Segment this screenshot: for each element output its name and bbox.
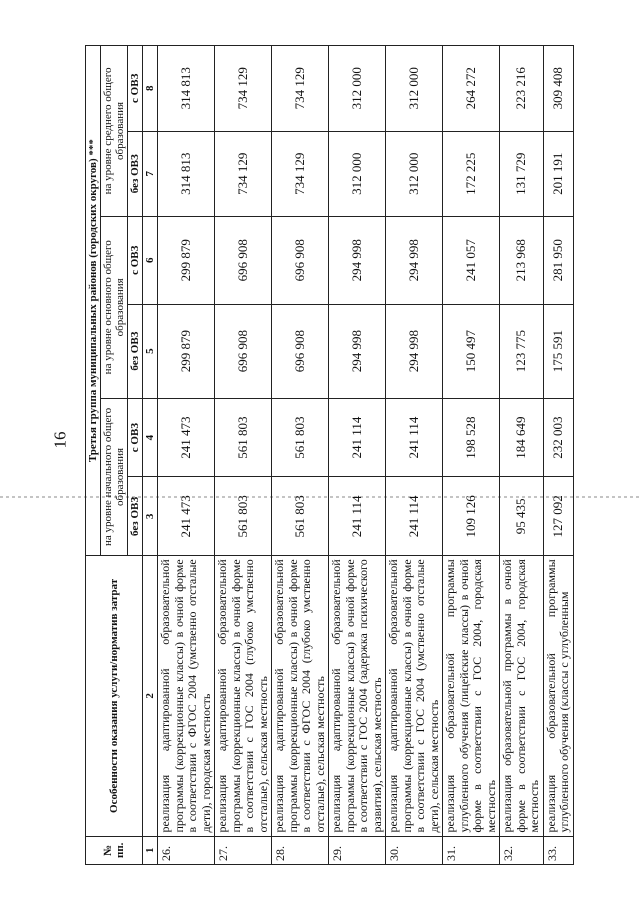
cell-value: 696 908 — [215, 216, 272, 304]
subheader: с ОВЗ — [128, 46, 143, 132]
table-row — [500, 46, 544, 865]
cell-value: 201 191 — [543, 131, 573, 216]
cell-value: 294 998 — [386, 216, 443, 304]
cell-value: 309 408 — [543, 46, 573, 132]
cell-value: 264 272 — [443, 46, 500, 132]
cell-value: 213 968 — [500, 216, 544, 304]
row-number: 31. — [443, 836, 500, 864]
column-number: 3 — [143, 477, 158, 556]
column-number: 2 — [143, 556, 158, 836]
cell-value: 561 803 — [272, 398, 329, 477]
column-number: 5 — [143, 304, 158, 398]
table-row — [543, 46, 573, 865]
table-row — [272, 46, 329, 865]
cell-value: 314 813 — [158, 131, 215, 216]
column-number: 6 — [143, 216, 158, 304]
cell-value: 312 000 — [386, 46, 443, 132]
cell-value: 294 998 — [386, 304, 443, 398]
row-description: реализация адаптированной образовательной программы (коррекционные классы) в очной форме в соответствии с ГОС 2004 (задержка психического развития), сельская местность — [329, 556, 386, 836]
column-number: 1 — [143, 836, 158, 864]
cell-value: 241 114 — [329, 398, 386, 477]
cell-value: 696 908 — [272, 216, 329, 304]
table-row — [386, 46, 443, 865]
cell-value: 734 129 — [215, 131, 272, 216]
header-level-primary: на уровне начального общего образования — [101, 398, 128, 556]
cell-value: 561 803 — [215, 477, 272, 556]
subheader: с ОВЗ — [128, 398, 143, 477]
row-description: реализация образовательной программы в очной форме в соответствии с ГОС 2004, городская местность — [500, 556, 544, 836]
row-description: реализация адаптированной образовательной программы (коррекционные классы) в очной форме в соответствии с ФГОС 2004 (умственно отсталые дети), городская местность — [158, 556, 215, 836]
cell-value: 294 998 — [329, 216, 386, 304]
cell-value: 95 435 — [500, 477, 544, 556]
cell-value: 232 003 — [543, 398, 573, 477]
row-description: реализация образовательной программы углубленного обучения (классы с углубленным — [543, 556, 573, 836]
cell-value: 109 126 — [443, 477, 500, 556]
page-number: 16 — [50, 431, 70, 449]
cell-value: 241 114 — [386, 398, 443, 477]
subheader: без ОВЗ — [128, 304, 143, 398]
row-description: реализация образовательной программы углубленного обучения (лицейские классы) в очной форме в соответствии с ГОС 2004, городская местность — [443, 556, 500, 836]
cell-value: 312 000 — [386, 131, 443, 216]
cell-value: 312 000 — [329, 131, 386, 216]
cost-norms-table — [85, 45, 574, 865]
header-features: Особенности оказания услуги/норматив затрат — [86, 556, 143, 836]
cell-value: 175 591 — [543, 304, 573, 398]
header-no: № пп. — [86, 836, 143, 864]
subheader: без ОВЗ — [128, 477, 143, 556]
row-description: реализация адаптированной образовательной программы (коррекционные классы) в очной форме в соответствии с ФГОС 2004 (глубоко умственно отсталые), сельская местность — [272, 556, 329, 836]
cell-value: 184 649 — [500, 398, 544, 477]
cell-value: 241 473 — [158, 477, 215, 556]
row-number: 32. — [500, 836, 544, 864]
cell-value: 734 129 — [215, 46, 272, 132]
cell-value: 696 908 — [215, 304, 272, 398]
cell-value: 561 803 — [215, 398, 272, 477]
cell-value: 312 000 — [329, 46, 386, 132]
row-number: 33. — [543, 836, 573, 864]
header-group: Третья группа муниципальных районов (городских округов) *** — [86, 46, 101, 556]
row-number: 30. — [386, 836, 443, 864]
cell-value: 127 092 — [543, 477, 573, 556]
header-level-basic: на уровне основного общего образования — [101, 216, 128, 398]
table-row — [215, 46, 272, 865]
cell-value: 561 803 — [272, 477, 329, 556]
cell-value: 314 813 — [158, 46, 215, 132]
row-number: 28. — [272, 836, 329, 864]
header-level-secondary: на уровне среднего общего образования — [101, 46, 128, 217]
row-description: реализация адаптированной образовательной программы (коррекционные классы) в очной форме в соответствии с ГОС 2004 (глубоко умственно отсталые), сельская местность — [215, 556, 272, 836]
row-number: 27. — [215, 836, 272, 864]
cell-value: 123 775 — [500, 304, 544, 398]
cell-value: 281 950 — [543, 216, 573, 304]
cell-value: 241 473 — [158, 398, 215, 477]
cell-value: 241 114 — [386, 477, 443, 556]
column-number: 8 — [143, 46, 158, 132]
cell-value: 299 879 — [158, 216, 215, 304]
subheader: с ОВЗ — [128, 216, 143, 304]
cell-value: 734 129 — [272, 46, 329, 132]
column-number: 7 — [143, 131, 158, 216]
row-description: реализация адаптированной образовательной программы (коррекционные классы) в очной форме в соответствии с ГОС 2004 (умственно отсталые дети), сельская местность — [386, 556, 443, 836]
cell-value: 172 225 — [443, 131, 500, 216]
rotated-page — [85, 45, 615, 865]
cell-value: 150 497 — [443, 304, 500, 398]
subheader: без ОВЗ — [128, 131, 143, 216]
cell-value: 696 908 — [272, 304, 329, 398]
cell-value: 241 114 — [329, 477, 386, 556]
cell-value: 294 998 — [329, 304, 386, 398]
table-row — [443, 46, 500, 865]
row-number: 29. — [329, 836, 386, 864]
cell-value: 223 216 — [500, 46, 544, 132]
cell-value: 299 879 — [158, 304, 215, 398]
cell-value: 198 528 — [443, 398, 500, 477]
cell-value: 241 057 — [443, 216, 500, 304]
table-row — [158, 46, 215, 865]
cell-value: 734 129 — [272, 131, 329, 216]
cell-value: 131 729 — [500, 131, 544, 216]
row-number: 26. — [158, 836, 215, 864]
column-number: 4 — [143, 398, 158, 477]
table-row — [329, 46, 386, 865]
